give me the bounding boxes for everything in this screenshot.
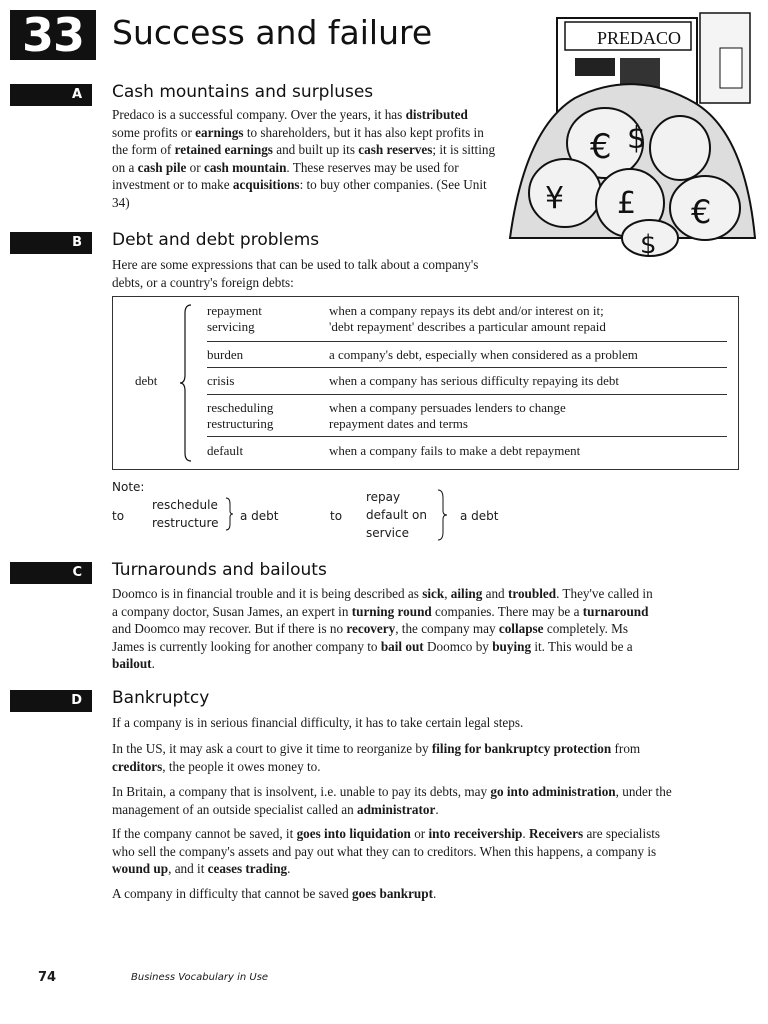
section-c-title: Turnarounds and bailouts [112,560,327,580]
note-object: a debt [240,509,279,523]
left-brace [179,303,195,463]
section-a-marker: A [10,84,92,106]
section-a-paragraph: Predaco is a successful company. Over the years, it has distributed some profits or earnings to shareholders, but it has also kept profits in the form of retained earnings and built up its cash reserves; it is sitting on a cash pile or cash mountain. These reserves may be used for investment or to make acquisitions: to buy other companies. (See Unit 34) [112,107,496,210]
dollar-symbol: $ [627,121,647,156]
row-terms: crisis [207,373,235,388]
company-sign: PREDACO [597,28,682,48]
note-verb: repay [366,490,401,504]
note-object: a debt [460,509,499,523]
row-definition: when a company fails to make a debt repayment [329,443,581,458]
row-divider [207,436,727,437]
section-a-title: Cash mountains and surpluses [112,82,374,102]
section-b-title: Debt and debt problems [112,230,320,250]
note-label: Note: [112,480,145,494]
table-row [207,303,727,339]
unit-title: Success and failure [112,13,433,52]
section-d-title: Bankruptcy [112,688,210,708]
note-verb: reschedule [152,498,218,512]
section-d-marker: D [10,690,92,712]
pound-symbol: £ [617,186,637,221]
section-c-paragraph: Doomco is in financial trouble and it is being described as sick, ailing and troubled. They've called in a company doctor, Susan James, an expert in turning round companies. There may be a turnaround and Doomco may recover. But if there is no recovery, the company may collapse completely. Ms James is currently looking for another company to bail out Doomco by buying it. This would be a bailout. [112,586,653,671]
dollar-symbol-2: $ [640,230,657,258]
section-c-marker: C [10,562,92,584]
book-title: Business Vocabulary in Use [131,972,269,983]
note-to-1: to [112,509,125,523]
table-row [207,373,727,393]
page-number: 74 [38,970,57,985]
table-row [207,347,727,367]
euro-symbol-2: € [691,193,712,231]
row-definition: when a company has serious difficulty repaying its debt [329,373,620,388]
row-divider [207,394,727,395]
table-row [207,443,727,463]
row-definition: when a company repays its debt and/or interest on it; 'debt repayment' describes a particular amount repaid [329,303,606,334]
section-b-marker: B [10,232,92,254]
note-verb: default on [366,508,427,522]
section-d-paragraph: A company in difficulty that cannot be saved goes bankrupt. [112,886,437,901]
section-d-paragraph: If the company cannot be saved, it goes into liquidation or into receivership. Receivers are specialists who sell the company's assets and pay out what they can to creditors. When this happens, a company is wound up, and it ceases trading. [112,826,661,876]
row-divider [207,341,727,342]
euro-symbol: € [590,127,612,167]
section-d-paragraph: If a company is in serious financial difficulty, it has to take certain legal steps. [112,715,524,730]
yen-symbol: ¥ [545,181,565,216]
row-terms: repayment servicing [207,303,262,334]
note-verb: restructure [152,516,219,530]
row-divider [207,367,727,368]
section-d-paragraph: In Britain, a company that is insolvent, i.e. unable to pay its debts, may go into administration, under the management of an outside specialist called an administrator. [112,784,672,817]
debt-table [112,296,739,470]
debt-table-head: debt [135,373,158,388]
table-row [207,400,727,436]
unit-number: 33 [10,10,96,60]
row-terms: default [207,443,244,458]
right-brace [224,496,234,532]
right-brace [436,488,448,542]
row-terms: burden [207,347,244,362]
section-d-paragraph: In the US, it may ask a court to give it time to reorganize by filing for bankruptcy protection from creditors, the people it owes money to. [112,741,641,774]
row-definition: a company's debt, especially when considered as a problem [329,347,638,362]
row-terms: rescheduling restructuring [207,400,274,431]
money-pile-illustration [505,8,760,258]
note-to-2: to [330,509,343,523]
note-verb: service [366,526,409,540]
row-definition: when a company persuades lenders to change repayment dates and terms [329,400,566,431]
section-b-intro: Here are some expressions that can be used to talk about a company's debts, or a country's foreign debts: [112,257,479,290]
